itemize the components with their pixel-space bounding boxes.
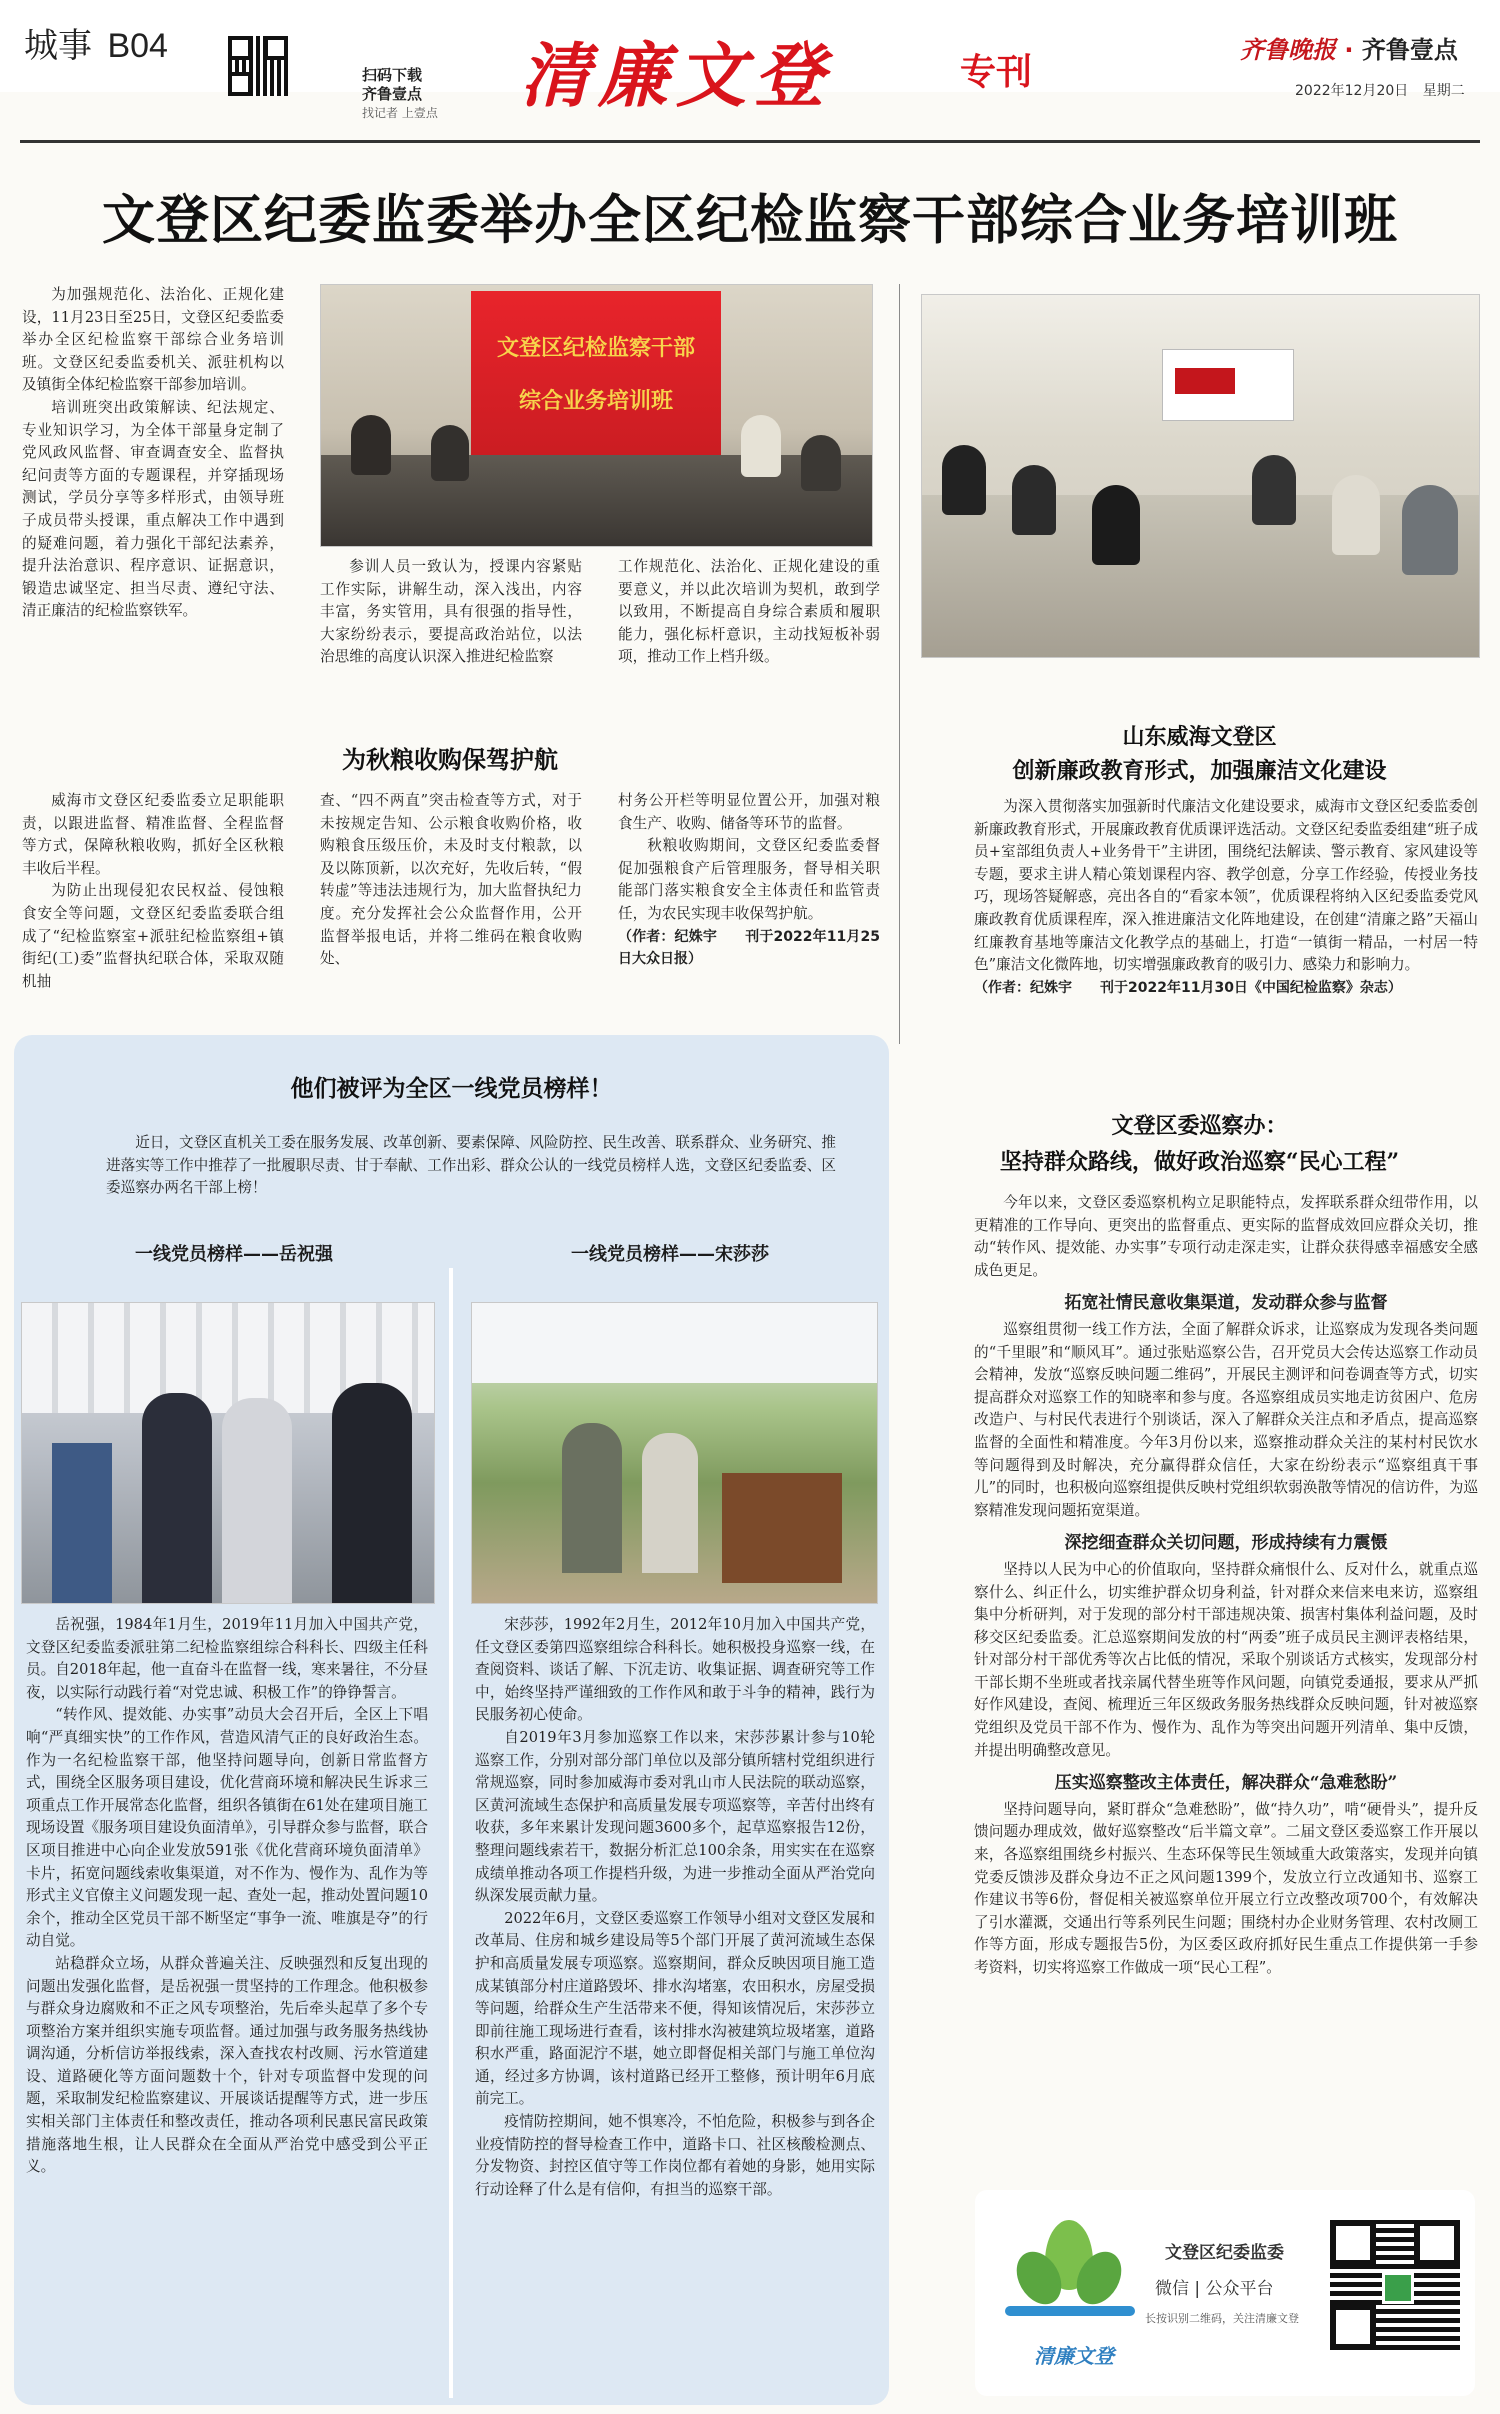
- column-rule: [899, 284, 900, 1044]
- role-models-intro: 近日，文登区直机关工委在服务发展、改革创新、要素保障、风险防控、民生改善、联系群众、业务研究、推进落实等工作中推荐了一批履职尽责、甘于奉献、工作出彩、群众公认的一线党员榜样人选，文登区纪委监委、区委巡察办两名干部上榜！: [106, 1134, 836, 1197]
- banner-screen: 文登区纪检监察干部 综合业务培训班: [471, 291, 721, 511]
- paper-brand: 齐鲁晚报 · 齐鲁壹点: [1240, 36, 1458, 64]
- weihai-headline: 山东威海文登区 创新廉政教育形式，加强廉洁文化建设: [1012, 724, 1387, 784]
- masthead-title: 清廉文登: [520, 34, 832, 117]
- main-article-col2: 参训人员一致认为，授课内容紧贴工作实际，讲解生动，深入浅出，内容丰富，务实管用，具有很强的指导性，大家纷纷表示，要提高政治站位，以法治思维的高度认识深入推进纪检监察: [320, 558, 582, 666]
- qrcard-line3: 长按识别二维码，关注清廉文登: [1145, 2312, 1299, 2325]
- qinglian-logo-icon: [1005, 2220, 1135, 2330]
- song-shasha-photo: [471, 1302, 878, 1604]
- qr-code-icon[interactable]: [228, 36, 288, 96]
- song-shasha-bio: 宋莎莎，1992年2月生，2012年10月加入中国共产党，任文登区委第四巡察组综合科科长。她积极投身巡察一线，在查阅资料、谈话了解、下沉走访、收集证据、调查研究等工作中，始终坚持严谨细致的工作作风和敢于斗争的精神，践行为民服务初心使命。 自2019年3月参加巡察工作以来，宋莎莎累计参与10轮巡察工作，分别对部分部门单位以及部分镇所辖村党组织进行常规巡察，同时参加威海市委对乳山市人民法院的联动巡察，区黄河流域生态保护和高质量发展专项巡察等，辛苦付出终有收获，多年来累计发现问题3600多个，起草巡察报告12份，整理问题线索若干，数据分析汇总100余条，用实实在在巡察成绩单推动各项工作提档升级，为进一步推动全面从严治党向纵深发展贡献力量。 2022年6月，文登区委巡察工作领导小组对文登区发展和改革局、住房和城乡建设局等5个部门开展了黄河流域生态保护和高质量发展专项巡察。巡察期间，群众反映因项目施工造成某镇部分村庄道路毁坏、排水沟堵塞，农田积水，房屋受损等问题，给群众生产生活带来不便，得知该情况后，宋莎莎立即前往施工现场进行查看，该村排水沟被建筑垃圾堵塞，道路积水严重，路面泥泞不堪，她立即督促相关部门与施工单位沟通，经过多方协调，该村道路已经开工整修，预计明年6月底前完工。 疫情防控期间，她不惧寒冷，不怕危险，积极参与到各企业疫情防控的督导检查工作中，道路卡口、社区核酸检测点、分发物资、封控区值守等工作岗位都有着她的身影，她用实际行动诠释了什么是有信仰，有担当的巡察干部。: [475, 1616, 875, 2198]
- main-article-col1: 为加强规范化、法治化、正规化建设，11月23日至25日，文登区纪委监委举办全区纪检监察干部综合业务培训班。文登区纪委监委机关、派驻机构以及镇街全体纪检监察干部参加培训。 培训班突出政策解读、纪法规定、专业知识学习，为全体干部量身定制了党风政风监督、审查调查安全、监督执纪问责等方面的专题课程，并穿插现场测试，学员分享等多样形式，由领导班子成员带头授课，重点解决工作中遇到的疑难问题，着力强化干部纪法素养，提升法治意识、程序意识、证据意识，锻造忠诚坚定、担当尽责、遵纪守法、清正廉洁的纪检监察铁军。: [22, 286, 284, 620]
- page-header: [0, 0, 1500, 120]
- xunchaban-sub1: 拓宽社情民意收集渠道，发动群众参与监督: [1064, 1293, 1388, 1314]
- scan-prompt: 扫码下载 齐鲁壹点 找记者 上壹点: [362, 66, 438, 120]
- yue-zhuqiang-bio: 岳祝强，1984年1月生，2019年11月加入中国共产党，文登区纪委监委派驻第二纪检监察组综合科科长、四级主任科员。自2018年起，他一直奋斗在监督一线，寒来暑往，不分昼夜，以实际行动践行着“对党忠诚、积极工作”的铮铮誓言。 “转作风、提效能、办实事”动员大会召开后，全区上下唱响“严真细实快”的工作作风，营造风清气正的良好政治生态。作为一名纪检监察干部，他坚持问题导向，创新日常监督方式，围绕全区服务项目建设，优化营商环境和解决民生诉求三项重点工作开展常态化监督，组织各镇街在61处在建项目施工现场设置《服务项目建设负面清单》，引导群众参与监督，联合区项目推进中心向企业发放591张《优化营商环境负面清单》卡片，拓宽问题线索收集渠道，对不作为、慢作为、乱作为等形式主义官僚主义问题发现一起、查处一起，推动处置问题10余个，推动全区党员干部不断坚定“事争一流、唯旗是夺”的行动自觉。 站稳群众立场，从群众普遍关注、反映强烈和反复出现的问题出发强化监督，是岳祝强一贯坚持的工作理念。他积极参与群众身边腐败和不正之风专项整治，先后牵头起草了多个专项整治方案并组织实施专项监督。通过加强与政务服务热线协调沟通，分析信访举报线索，深入查找农村改厕、污水管道建设、道路硬化等方面问题数十个，针对专项监督中发现的问题，采取制发纪检监察建议、开展谈话提醒等方式，进一步压实相关部门主体责任和整改责任，推动各项利民惠民富民政策措施落地生根，让人民群众在全面从严治党中感受到公平正义。: [26, 1616, 428, 2176]
- main-article-col3: 工作规范化、法治化、正规化建设的重要意义，并以此次培训为契机，敢到学以致用，不断提高自身综合素质和履职能力，强化标杆意识，主动找短板补弱项，推动工作上档升级。: [618, 558, 880, 666]
- grain-col3: 村务公开栏等明显位置公开，加强对粮食生产、收购、储备等环节的监督。 秋粮收购期间，文登区纪委监委督促加强粮食产后管理服务，督导相关职能部门落实粮食安全主体责任和监管责任，为农民实现丰收保驾护航。 （作者：纪姝宇 刊于2022年11月25日大众日报）: [618, 792, 880, 968]
- masthead-suffix: 专刊: [960, 52, 1033, 93]
- section-label: 城事 B04: [24, 27, 168, 65]
- wechat-qr-card[interactable]: 清廉文登 文登区纪委监委 微信 | 公众平台 长按识别二维码，关注清廉文登: [975, 2190, 1475, 2396]
- xunchaban-sub3: 压实巡察整改主体责任，解决群众“急难愁盼”: [1054, 1773, 1398, 1794]
- box-divider: [449, 1268, 453, 2398]
- xunchaban-headline: 文登区委巡察办： 坚持群众路线，做好政治巡察“民心工程”: [999, 1113, 1400, 1175]
- xunchaban-sub2: 深挖细查群众关切问题，形成持续有力震慑: [1064, 1533, 1388, 1554]
- header-rule: [20, 140, 1480, 143]
- right-tag: 一线党员榜样——宋莎莎: [571, 1244, 769, 1265]
- qrcard-line2: 微信 | 公众平台: [1155, 2279, 1274, 2299]
- grain-col2: 查、“四不两直”突击检查等方式，对于未按规定告知、公示粮食收购价格，收购粮食压级压价，未及时支付粮款，以及以陈顶新，以次充好，先收后转，“假转虚”等违法违规行为，加大监督执纪力度。充分发挥社会公众监督作用，公开监督举报电话，并将二维码在粮食收购处、: [320, 792, 582, 968]
- main-headline: 文登区纪委监委举办全区纪检监察干部综合业务培训班: [102, 189, 1398, 251]
- qrcard-org: 文登区纪委监委: [1165, 2243, 1284, 2263]
- xunchaban-body: 今年以来，文登区委巡察机构立足职能特点，发挥联系群众纽带作用，以更精准的工作导向、更突出的监督重点、更实际的监督成效回应群众关切，推动“转作风、提效能、办实事”专项行动走深走实，让群众获得感幸福感安全感成色更足。 拓宽社情民意收集渠道，发动群众参与监督 巡察组贯彻一线工作方法，全面了解群众诉求，让巡察成为发现各类问题的“千里眼”和“顺风耳”。通过张贴巡察公告，召开党员大会传达巡察工作动员会精神，发放“巡察反映问题二维码”，开展民主测评和问卷调查等方式，切实提高群众对巡察工作的知晓率和参与度。各巡察组成员实地走访贫困户、危房改造户、与村民代表进行个别谈话，深入了解群众关注点和矛盾点，提高巡察监督的全面性和精准度。今年3月份以来，巡察推动群众关注的某村村民饮水等问题得到及时解决，充分赢得群众信任，大家在纷纷表示“巡察组真干事儿”的同时，也积极向巡察组提供反映村党组织软弱涣散等情况的信访件，为巡察精准发现问题拓宽渠道。 深挖细查群众关切问题，形成持续有力震慑 坚持以人民为中心的价值取向，坚持群众痛恨什么、反对什么，就重点巡察什么、纠正什么，切实维护群众切身利益，针对群众来信来电来访，巡察组集中分析研判，对于发现的部分村干部违规决策、损害村集体利益问题，及时移交区纪委监委。汇总巡察期间发放的村“两委”班子成员民主测评表格结果，针对部分村干部优秀等次占比低的情况，采取个别谈话方式核实，发现部分村干部长期不坐班或者找亲属代替坐班等作风问题，向镇党委通报，要求从严抓好作风建设，查阅、梳理近三年区级政务服务热线群众反映问题，针对被巡察党组织及党员干部不作为、慢作为、乱作为等突出问题开列清单、集中反馈，并提出明确整改意见。 压实巡察整改主体责任，解决群众“急难愁盼” 坚持问题导向，紧盯群众“急难愁盼”，做“持久功”，啃“硬骨头”，提升反馈问题办理成效，做好巡察整改“后半篇文章”。二届文登区委巡察工作开展以来，各巡察组围绕乡村振兴、生态环保等民生领域重大政策落实，发现并向镇党委反馈涉及群众身边不正之风问题1399个，发放立行立改通知书、巡察工作建议书等6份，督促相关被巡察单位开展立行立改整改项700个，有效解决了引水灌溉，交通出行等系列民生问题；围绕村办企业财务管理、农村改厕工作等方面，形成专题报告5份，为区委区政府抓好民生重点工作提供第一手参考资料，切实将巡察工作做成一项“民心工程”。: [974, 1194, 1478, 1976]
- weihai-body: 为深入贯彻落实加强新时代廉洁文化建设要求，威海市文登区纪委监委创新廉政教育形式，开展廉政教育优质课评选活动。文登区纪委监委组建“班子成员+室部组负责人+业务骨干”主讲团，围绕纪法解读、警示教育、家风建设等专题，要求主讲人精心策划课程内容、教学创意，分享工作经验，传授业务技巧，现场答疑解惑，亮出各自的“看家本领”，优质课程将纳入区纪委监委党风廉政教育优质课程库，深入推进廉洁文化阵地建设，在创建“清廉之路”天福山红廉教育基地等廉洁文化教学点的基础上，打造“一镇街一精品，一村居一特色”廉洁文化微阵地，切实增强廉政教育的吸引力、感染力和影响力。 （作者：纪姝宇 刊于2022年11月30日《中国纪检监察》杂志）: [974, 798, 1478, 996]
- training-meeting-photo: [921, 294, 1480, 658]
- grain-col1: 威海市文登区纪委监委立足职能职责，以跟进监督、精准监督、全程监督等方式，保障秋粮收购，抓好全区秋粮丰收后半程。 为防止出现侵犯农民权益、侵蚀粮食安全等问题，文登区纪委监委联合组成了“纪检监察室+派驻纪检监察组+镇街纪(工)委”监督执纪联合体，采取双随机抽: [22, 792, 284, 990]
- issue-date: 2022年12月20日 星期二: [1295, 83, 1465, 99]
- role-models-headline: 他们被评为全区一线党员榜样！: [290, 1075, 613, 1102]
- training-banner-photo: [320, 284, 873, 547]
- yue-zhuqiang-photo: [21, 1302, 435, 1604]
- qrcard-qr-icon[interactable]: [1330, 2220, 1460, 2350]
- left-tag: 一线党员榜样——岳祝强: [135, 1244, 333, 1265]
- grain-headline: 为秋粮收购保驾护航: [342, 745, 558, 774]
